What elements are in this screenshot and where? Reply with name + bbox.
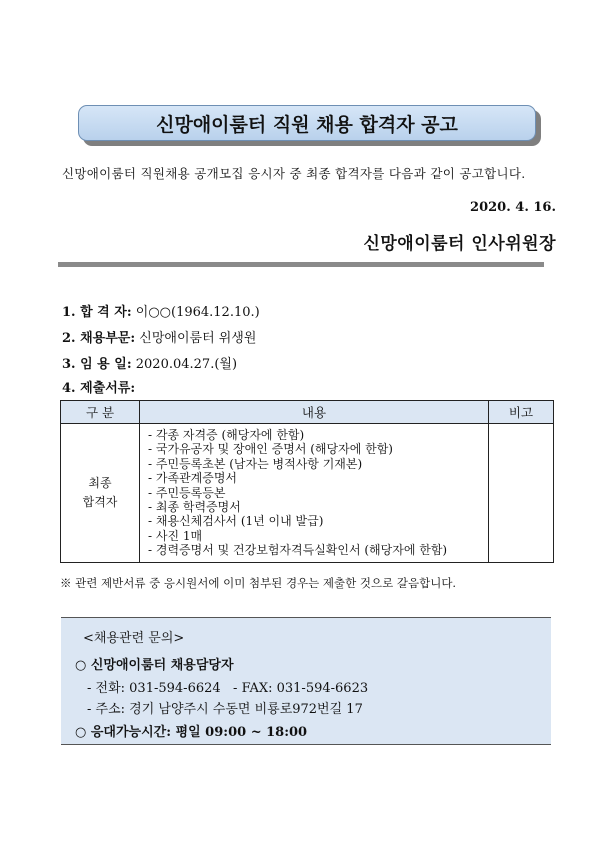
header-note: 비고: [489, 401, 554, 424]
list-item: - 주민등록초본 (남자는 병적사항 기재본): [148, 456, 363, 471]
item-start-date: [62, 353, 237, 372]
contact-address: - 주소: 경기 남양주시 수동면 비룡로972번길 17: [87, 702, 363, 717]
list-item: - 가족관계증명서: [148, 471, 238, 486]
item-value: 2020.04.27.(월): [131, 357, 238, 372]
contact-box: [61, 617, 551, 745]
header-content: 내용: [140, 401, 489, 424]
divider: [58, 262, 544, 267]
contact-hours: ○ 응대가능시간: 평일 09:00 ~ 18:00: [75, 725, 308, 740]
list-item: - 경력증명서 및 건강보험자격득실확인서 (해당자에 한함): [148, 543, 448, 558]
issuing-organization: 신망애이룸터 인사위원장: [363, 234, 556, 254]
item-label: 3. 임 용 일:: [62, 357, 132, 372]
item-label: 2. 채용부문:: [62, 331, 136, 346]
list-item: - 채용신체검사서 (1년 이내 발급): [148, 514, 324, 529]
list-item: - 각종 자격증 (해당자에 한함): [148, 428, 305, 442]
list-item: - 사진 1매: [148, 528, 203, 543]
list-item: - 주민등록등본: [148, 485, 226, 500]
item-documents: [62, 377, 135, 396]
contact-phone: - 전화: 031-594-6624 - FAX: 031-594-6623: [87, 681, 369, 696]
documents-table: [60, 400, 554, 563]
title-banner: [78, 105, 536, 141]
intro-text: 신망애이룸터 직원채용 공개모집 응시자 중 최종 합격자를 다음과 같이 공고합니다.: [62, 166, 526, 181]
category-line: 합격자: [82, 494, 118, 509]
footnote: ※ 관련 제반서류 중 응시원서에 이미 첨부된 경우는 제출한 것으로 갈음합니다.: [60, 576, 457, 590]
table-row: [61, 424, 554, 563]
item-value: 이○○(1964.12.10.): [131, 305, 260, 320]
item-department: [62, 327, 256, 346]
list-item: - 최종 학력증명서: [148, 500, 241, 515]
table-header-row: [61, 401, 554, 424]
category-line: 최종: [88, 475, 112, 490]
item-value: 신망애이룸터 위생원: [135, 331, 257, 346]
page-title: 신망애이룸터 직원 채용 합격자 공고: [78, 105, 536, 141]
item-successful-candidate: [62, 301, 260, 320]
category-cell: [61, 424, 140, 563]
document-list: [140, 424, 489, 563]
header-category: 구 분: [61, 401, 140, 424]
item-label: 1. 합 격 자:: [62, 305, 132, 320]
item-label: 4. 제출서류:: [62, 381, 136, 396]
list-item: - 국가유공자 및 장애인 증명서 (해당자에 한함): [148, 442, 393, 457]
announcement-date: 2020. 4. 16.: [470, 200, 556, 215]
contact-title: <채용관련 문의>: [83, 631, 185, 646]
note-cell: [489, 424, 554, 563]
contact-header: ○ 신망애이룸터 채용담당자: [75, 658, 234, 673]
